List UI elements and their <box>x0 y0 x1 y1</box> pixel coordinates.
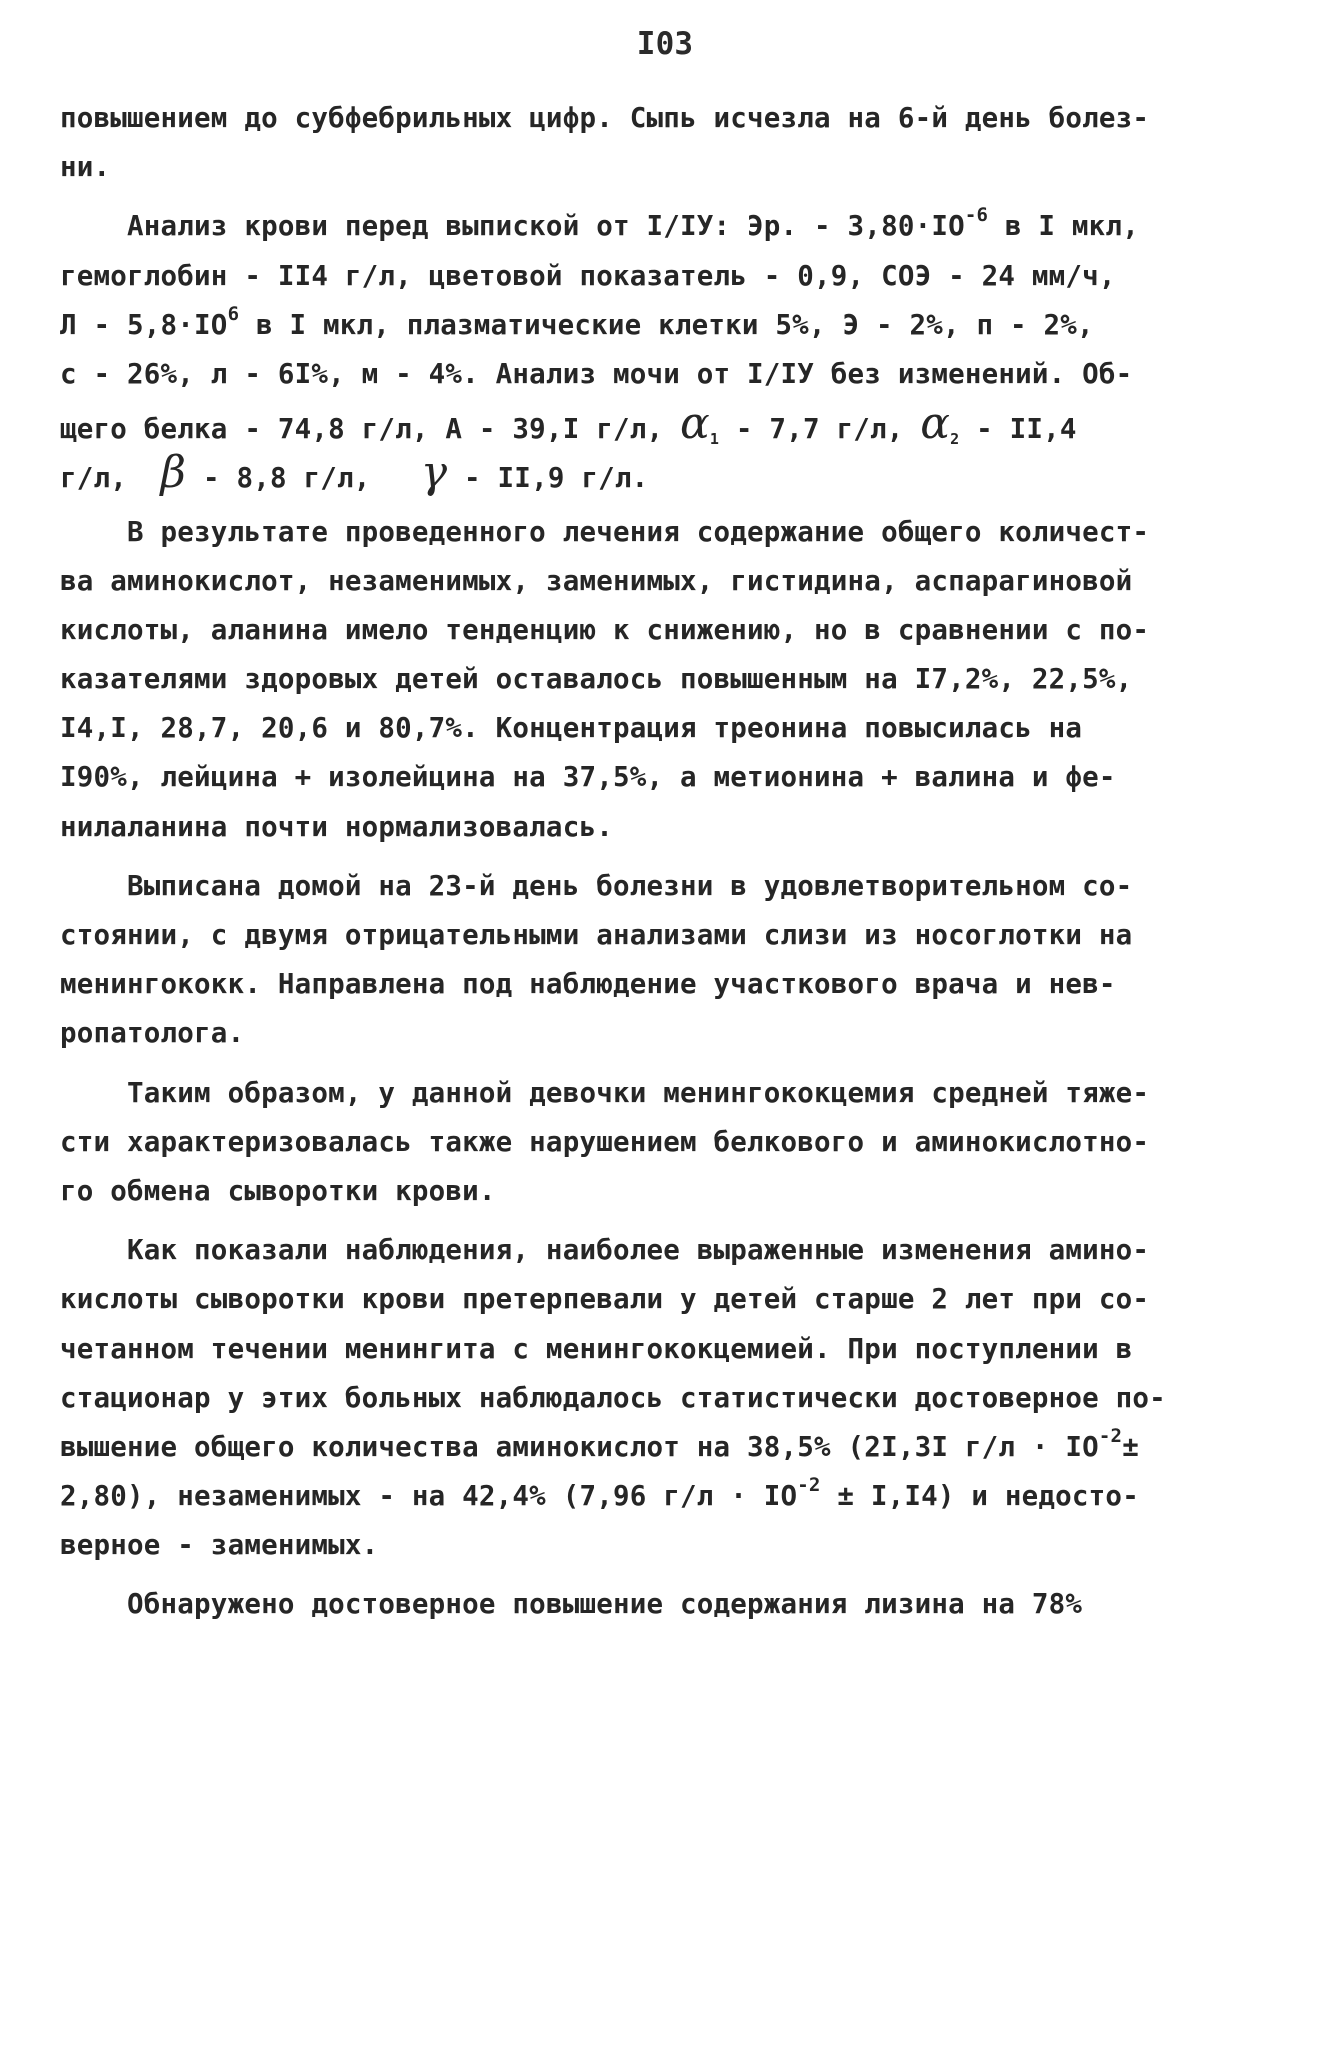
text-line: Таким образом, у данной девочки менингококцемия средней тяже- <box>60 1076 1150 1109</box>
line-text: г/л, <box>60 462 128 495</box>
text-line: сти характеризовалась также нарушением белкового и аминокислотно- <box>60 1125 1150 1158</box>
line-text: Анализ крови перед выпиской от I/IУ: Эр. - 3,80·IO <box>60 210 965 243</box>
paragraph <box>60 202 1255 497</box>
gamma-symbol: γ <box>420 447 448 499</box>
line-text: вышение общего количества аминокислот на 38,5% (2I,3I г/л · IO <box>60 1430 1099 1463</box>
text-line: стационар у этих больных наблюдалось статистически достоверное по- <box>60 1381 1166 1414</box>
text-line: казателями здоровых детей оставалось повышенным на I7,2%, 22,5%, <box>60 663 1133 696</box>
line-text: Л - 5,8·IO <box>60 308 228 341</box>
paragraph <box>60 1580 1255 1629</box>
text-line: ропатолога. <box>60 1017 245 1050</box>
line-text: в I мкл, <box>988 210 1139 243</box>
text-line: четанном течении менингита с менингококцемией. При поступлении в <box>60 1332 1133 1365</box>
text-line: Выписана домой на 23-й день болезни в удовлетворительном со- <box>60 869 1133 902</box>
text-line <box>60 1472 1255 1521</box>
text-line: Как показали наблюдения, наиболее выраженные изменения амино- <box>60 1234 1150 1267</box>
line-text: ± <box>1122 1430 1139 1463</box>
text-line <box>60 301 1255 350</box>
text-line: стоянии, с двумя отрицательными анализами слизи из носоглотки на <box>60 919 1133 951</box>
exponent: -2 <box>1098 1424 1123 1447</box>
alpha1-symbol: α <box>680 398 710 450</box>
subscript: 1 <box>709 430 720 449</box>
text-line: гемоглобин - II4 г/л, цветовой показатель - 0,9, СОЭ - 24 мм/ч, <box>60 259 1116 292</box>
text-line <box>60 399 1255 448</box>
document-body <box>60 94 1255 1630</box>
paragraph <box>60 862 1255 1059</box>
text-line: верное - заменимых. <box>60 1529 379 1562</box>
exponent: 6 <box>227 302 240 325</box>
text-line <box>60 202 1255 251</box>
page-number: I03 <box>636 26 694 62</box>
text-line: Обнаружено достоверное повышение содержания лизина на 78% <box>60 1588 1083 1621</box>
line-text: 2,80), незаменимых - на 42,4% (7,96 г/л · IO <box>60 1480 798 1513</box>
text-line: I90%, лейцина + изолейцина на 37,5%, а метионина + валина и фе- <box>60 761 1116 794</box>
gamma-value: - II,9 г/л. <box>447 462 649 495</box>
paragraph <box>60 508 1255 852</box>
text-line: ни. <box>60 151 111 184</box>
paragraph <box>60 1069 1255 1217</box>
paragraph <box>60 1226 1255 1570</box>
text-line: го обмена сыворотки крови. <box>60 1174 496 1207</box>
beta-symbol: β <box>160 447 187 499</box>
text-line: нилаланина почти нормализовалась. <box>60 810 613 843</box>
exponent: -2 <box>797 1474 821 1497</box>
text-line: ва аминокислот, незаменимых, заменимых, гистидина, аспарагиновой <box>60 564 1133 597</box>
text-line: кислоты сыворотки крови претерпевали у детей старше 2 лет при со- <box>60 1283 1150 1316</box>
beta-value: - 8,8 г/л, <box>186 462 388 495</box>
line-text: ± I,I4) и недосто- <box>820 1480 1139 1513</box>
text-line: I4,I, 28,7, 20,6 и 80,7%. Концентрация треонина повысилась на <box>60 712 1083 745</box>
text-line: В результате проведенного лечения содержание общего количест- <box>60 515 1150 548</box>
text-line: кислоты, аланина имело тенденцию к снижению, но в сравнении с по- <box>60 613 1150 646</box>
alpha2-symbol: α <box>920 398 951 450</box>
text-line <box>60 1423 1255 1472</box>
text-line: повышением до субфебрильных цифр. Сыпь исчезла на 6-й день болез- <box>60 102 1150 134</box>
text-line: менингококк. Направлена под наблюдение участкового врача и нев- <box>60 968 1116 1001</box>
line-text: щего белка - 74,8 г/л, А - 39,I г/л, <box>60 413 664 446</box>
alpha2-value: - II,4 <box>959 413 1077 446</box>
line-text: в I мкл, плазматические клетки 5%, Э - 2%, п - 2%, <box>239 308 1094 341</box>
subscript: 2 <box>950 430 960 449</box>
text-line: с - 26%, л - 6I%, м - 4%. Анализ мочи от I/IУ без изменений. Об- <box>60 357 1133 390</box>
text-line <box>60 448 1255 497</box>
paragraph <box>60 94 1255 192</box>
exponent: -6 <box>964 204 989 227</box>
alpha1-value: - 7,7 г/л, <box>719 413 921 446</box>
